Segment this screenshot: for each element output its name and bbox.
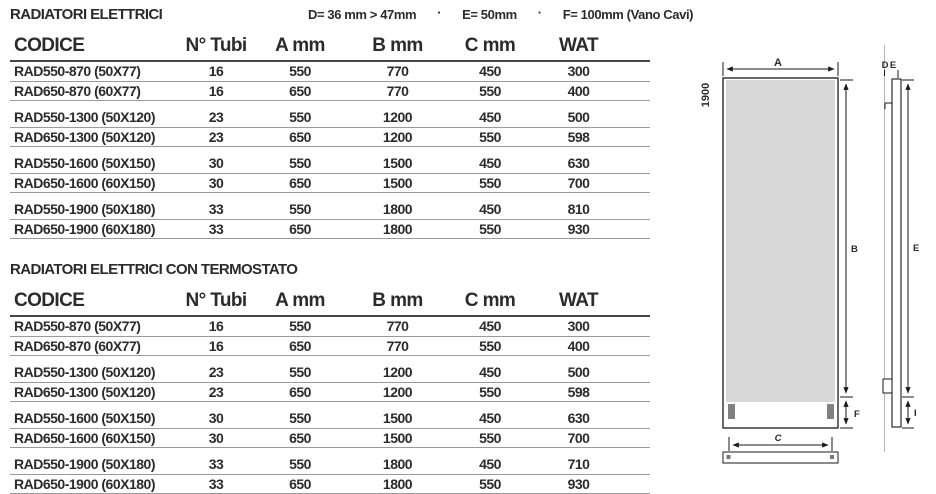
cell-a: 550 xyxy=(289,318,311,334)
cell-wat: 710 xyxy=(567,456,590,472)
cell-codice: RAD650-1600 (60X150) xyxy=(14,174,155,191)
cell-a: 650 xyxy=(289,82,311,99)
cell-wat: 500 xyxy=(567,364,590,380)
cell-b: 1800 xyxy=(382,456,413,472)
table-row xyxy=(10,174,650,194)
cell-c: 450 xyxy=(479,364,501,380)
dimension-e-top-label: E xyxy=(889,60,897,71)
cell-codice: RAD550-1900 (50X180) xyxy=(14,456,155,472)
note-bullet-2: · xyxy=(537,5,542,20)
dimension-i xyxy=(902,401,914,428)
cell-b: 1200 xyxy=(382,383,413,400)
table-row xyxy=(10,220,650,240)
cell-c: 550 xyxy=(479,174,501,191)
cell-tubi: 33 xyxy=(208,201,224,217)
front-view-foot-left xyxy=(728,404,735,419)
table1-title-row xyxy=(10,5,694,30)
cell-b: 1500 xyxy=(382,174,413,191)
cell-c: 450 xyxy=(479,456,501,472)
bottom-view-dot-left xyxy=(727,455,731,459)
cell-wat: 400 xyxy=(567,82,590,99)
cell-b: 1800 xyxy=(382,475,413,492)
table-row xyxy=(10,82,650,102)
cell-c: 550 xyxy=(479,82,501,99)
cell-tubi: 33 xyxy=(208,456,224,472)
cell-codice: RAD550-870 (50X77) xyxy=(14,318,141,334)
cell-c: 450 xyxy=(479,410,501,426)
bottom-view-dot-right xyxy=(830,455,834,459)
table-row xyxy=(10,128,650,148)
col-header-b: B mm xyxy=(372,35,423,56)
cell-tubi: 23 xyxy=(208,128,224,145)
cell-wat: 810 xyxy=(567,201,590,217)
col-header-a: A mm xyxy=(275,35,325,56)
cell-a: 650 xyxy=(289,475,311,492)
cell-wat: 700 xyxy=(567,174,590,191)
cell-a: 650 xyxy=(289,220,311,237)
col-header-wat: WAT xyxy=(558,35,598,56)
table-radiatori-elettrici xyxy=(10,5,694,239)
cell-b: 1500 xyxy=(382,429,413,446)
cell-codice: RAD550-1300 (50X120) xyxy=(14,364,155,380)
cell-b: 770 xyxy=(386,82,409,99)
note-bullet-1: · xyxy=(437,5,442,20)
table-row xyxy=(10,429,650,449)
cell-wat: 630 xyxy=(567,410,590,426)
cell-a: 550 xyxy=(289,456,311,472)
table1-body xyxy=(10,62,650,239)
dimensions-note xyxy=(308,7,693,22)
cell-b: 1800 xyxy=(382,201,413,217)
cell-tubi: 16 xyxy=(208,337,224,354)
cell-b: 1800 xyxy=(382,220,413,237)
cell-wat: 300 xyxy=(567,318,590,334)
cell-b: 770 xyxy=(386,63,409,79)
cell-wat: 630 xyxy=(567,155,590,171)
cell-b: 1500 xyxy=(382,155,413,171)
dimension-i-label: I xyxy=(914,408,917,419)
side-view-bracket-bottom xyxy=(883,379,892,393)
cell-wat: 598 xyxy=(567,383,590,400)
table-radiatori-con-termostato xyxy=(10,261,650,494)
col-header-tubi: N° Tubi xyxy=(185,290,247,311)
note-e: E= 50mm xyxy=(462,7,517,22)
side-view-bar xyxy=(892,79,901,427)
cell-c: 550 xyxy=(479,337,501,354)
cell-c: 450 xyxy=(479,201,501,217)
table1-header xyxy=(10,34,650,62)
cell-a: 650 xyxy=(289,128,311,145)
cell-wat: 598 xyxy=(567,128,590,145)
table-row xyxy=(10,409,650,429)
note-f: F= 100mm (Vano Cavi) xyxy=(562,7,694,22)
cell-wat: 930 xyxy=(567,475,590,492)
col-header-codice: CODICE xyxy=(14,290,85,311)
dimension-e-side-label: E xyxy=(913,243,920,254)
cell-c: 450 xyxy=(479,318,501,334)
cell-a: 550 xyxy=(289,155,311,171)
cell-tubi: 30 xyxy=(208,174,224,191)
cell-codice: RAD650-1900 (60X180) xyxy=(14,220,155,237)
cell-codice: RAD650-1600 (60X150) xyxy=(14,429,155,446)
cell-a: 550 xyxy=(289,201,311,217)
dimension-f-label: F xyxy=(854,409,860,420)
table-row xyxy=(10,475,650,494)
side-view-bracket-top xyxy=(885,103,892,109)
dimension-a-label: A xyxy=(774,57,782,69)
dimension-d-label: D xyxy=(881,60,889,71)
dimension-b-label: B xyxy=(851,244,858,255)
table1-title: RADIATORI ELETTRICI xyxy=(10,6,163,23)
col-header-a: A mm xyxy=(275,290,325,311)
table-row xyxy=(10,363,650,383)
cell-c: 450 xyxy=(479,155,501,171)
front-view-foot-right xyxy=(827,404,834,419)
table2-title: RADIATORI ELETTRICI CON TERMOSTATO xyxy=(10,261,298,278)
cell-codice: RAD550-1600 (50X150) xyxy=(14,410,155,426)
cell-tubi: 23 xyxy=(208,364,224,380)
cell-c: 450 xyxy=(479,109,501,125)
cell-b: 1200 xyxy=(382,109,413,125)
table2-header xyxy=(10,289,650,317)
cell-b: 770 xyxy=(386,337,409,354)
cell-tubi: 30 xyxy=(208,429,224,446)
cell-c: 550 xyxy=(479,429,501,446)
cell-a: 550 xyxy=(289,109,311,125)
cell-codice: RAD650-1300 (50X120) xyxy=(14,128,155,145)
cell-codice: RAD550-1300 (50X120) xyxy=(14,109,155,125)
front-view-panel xyxy=(726,80,835,402)
dimension-e-side xyxy=(902,80,914,397)
cell-codice: RAD550-1900 (50X180) xyxy=(14,201,155,217)
tables-section xyxy=(10,5,694,494)
table-row xyxy=(10,317,650,337)
bottom-view-outline xyxy=(723,452,838,463)
cell-c: 450 xyxy=(479,63,501,79)
cell-codice: RAD650-870 (60X77) xyxy=(14,337,141,354)
table-row xyxy=(10,455,650,475)
cell-wat: 300 xyxy=(567,63,590,79)
cell-tubi: 16 xyxy=(208,63,224,79)
cell-c: 550 xyxy=(479,220,501,237)
cell-codice: RAD550-1600 (50X150) xyxy=(14,155,155,171)
table2-title-row xyxy=(10,261,650,285)
cell-tubi: 33 xyxy=(208,475,224,492)
table-row xyxy=(10,62,650,82)
cell-codice: RAD550-870 (50X77) xyxy=(14,63,141,79)
cell-tubi: 30 xyxy=(208,155,224,171)
cell-c: 550 xyxy=(479,128,501,145)
cell-tubi: 30 xyxy=(208,410,224,426)
cell-tubi: 23 xyxy=(208,109,224,125)
cell-b: 1200 xyxy=(382,364,413,380)
col-header-wat: WAT xyxy=(558,290,598,311)
overall-height-label: 1900 xyxy=(700,82,712,108)
radiator-technical-drawing xyxy=(690,0,936,494)
cell-tubi: 23 xyxy=(208,383,224,400)
cell-a: 650 xyxy=(289,174,311,191)
col-header-b: B mm xyxy=(372,290,423,311)
table-row xyxy=(10,383,650,403)
note-d: D= 36 mm > 47mm xyxy=(308,7,417,22)
cell-wat: 400 xyxy=(567,337,590,354)
cell-a: 550 xyxy=(289,364,311,380)
cell-tubi: 33 xyxy=(208,220,224,237)
dimension-f xyxy=(840,401,853,428)
col-header-c: C mm xyxy=(464,35,516,56)
cell-a: 650 xyxy=(289,429,311,446)
dimension-d-e-ticks xyxy=(885,70,899,78)
cell-a: 550 xyxy=(289,410,311,426)
cell-codice: RAD650-870 (60X77) xyxy=(14,82,141,99)
cell-b: 1200 xyxy=(382,128,413,145)
table-row xyxy=(10,200,650,220)
cell-tubi: 16 xyxy=(208,82,224,99)
cell-codice: RAD650-1300 (50X120) xyxy=(14,383,155,400)
table-row xyxy=(10,154,650,174)
table-row xyxy=(10,337,650,357)
table2-body xyxy=(10,317,650,494)
cell-wat: 700 xyxy=(567,429,590,446)
cell-wat: 500 xyxy=(567,109,590,125)
col-header-codice: CODICE xyxy=(14,35,85,56)
cell-codice: RAD650-1900 (60X180) xyxy=(14,475,155,492)
cell-a: 650 xyxy=(289,383,311,400)
col-header-c: C mm xyxy=(464,290,516,311)
cell-a: 550 xyxy=(289,63,311,79)
cell-c: 550 xyxy=(479,383,501,400)
cell-tubi: 16 xyxy=(208,318,224,334)
dimension-c-label: C xyxy=(774,433,782,444)
cell-c: 550 xyxy=(479,475,501,492)
col-header-tubi: N° Tubi xyxy=(185,35,247,56)
cell-wat: 930 xyxy=(567,220,590,237)
table-row xyxy=(10,108,650,128)
cell-b: 1500 xyxy=(382,410,413,426)
dimension-b xyxy=(840,80,853,397)
cell-b: 770 xyxy=(386,318,409,334)
cell-a: 650 xyxy=(289,337,311,354)
